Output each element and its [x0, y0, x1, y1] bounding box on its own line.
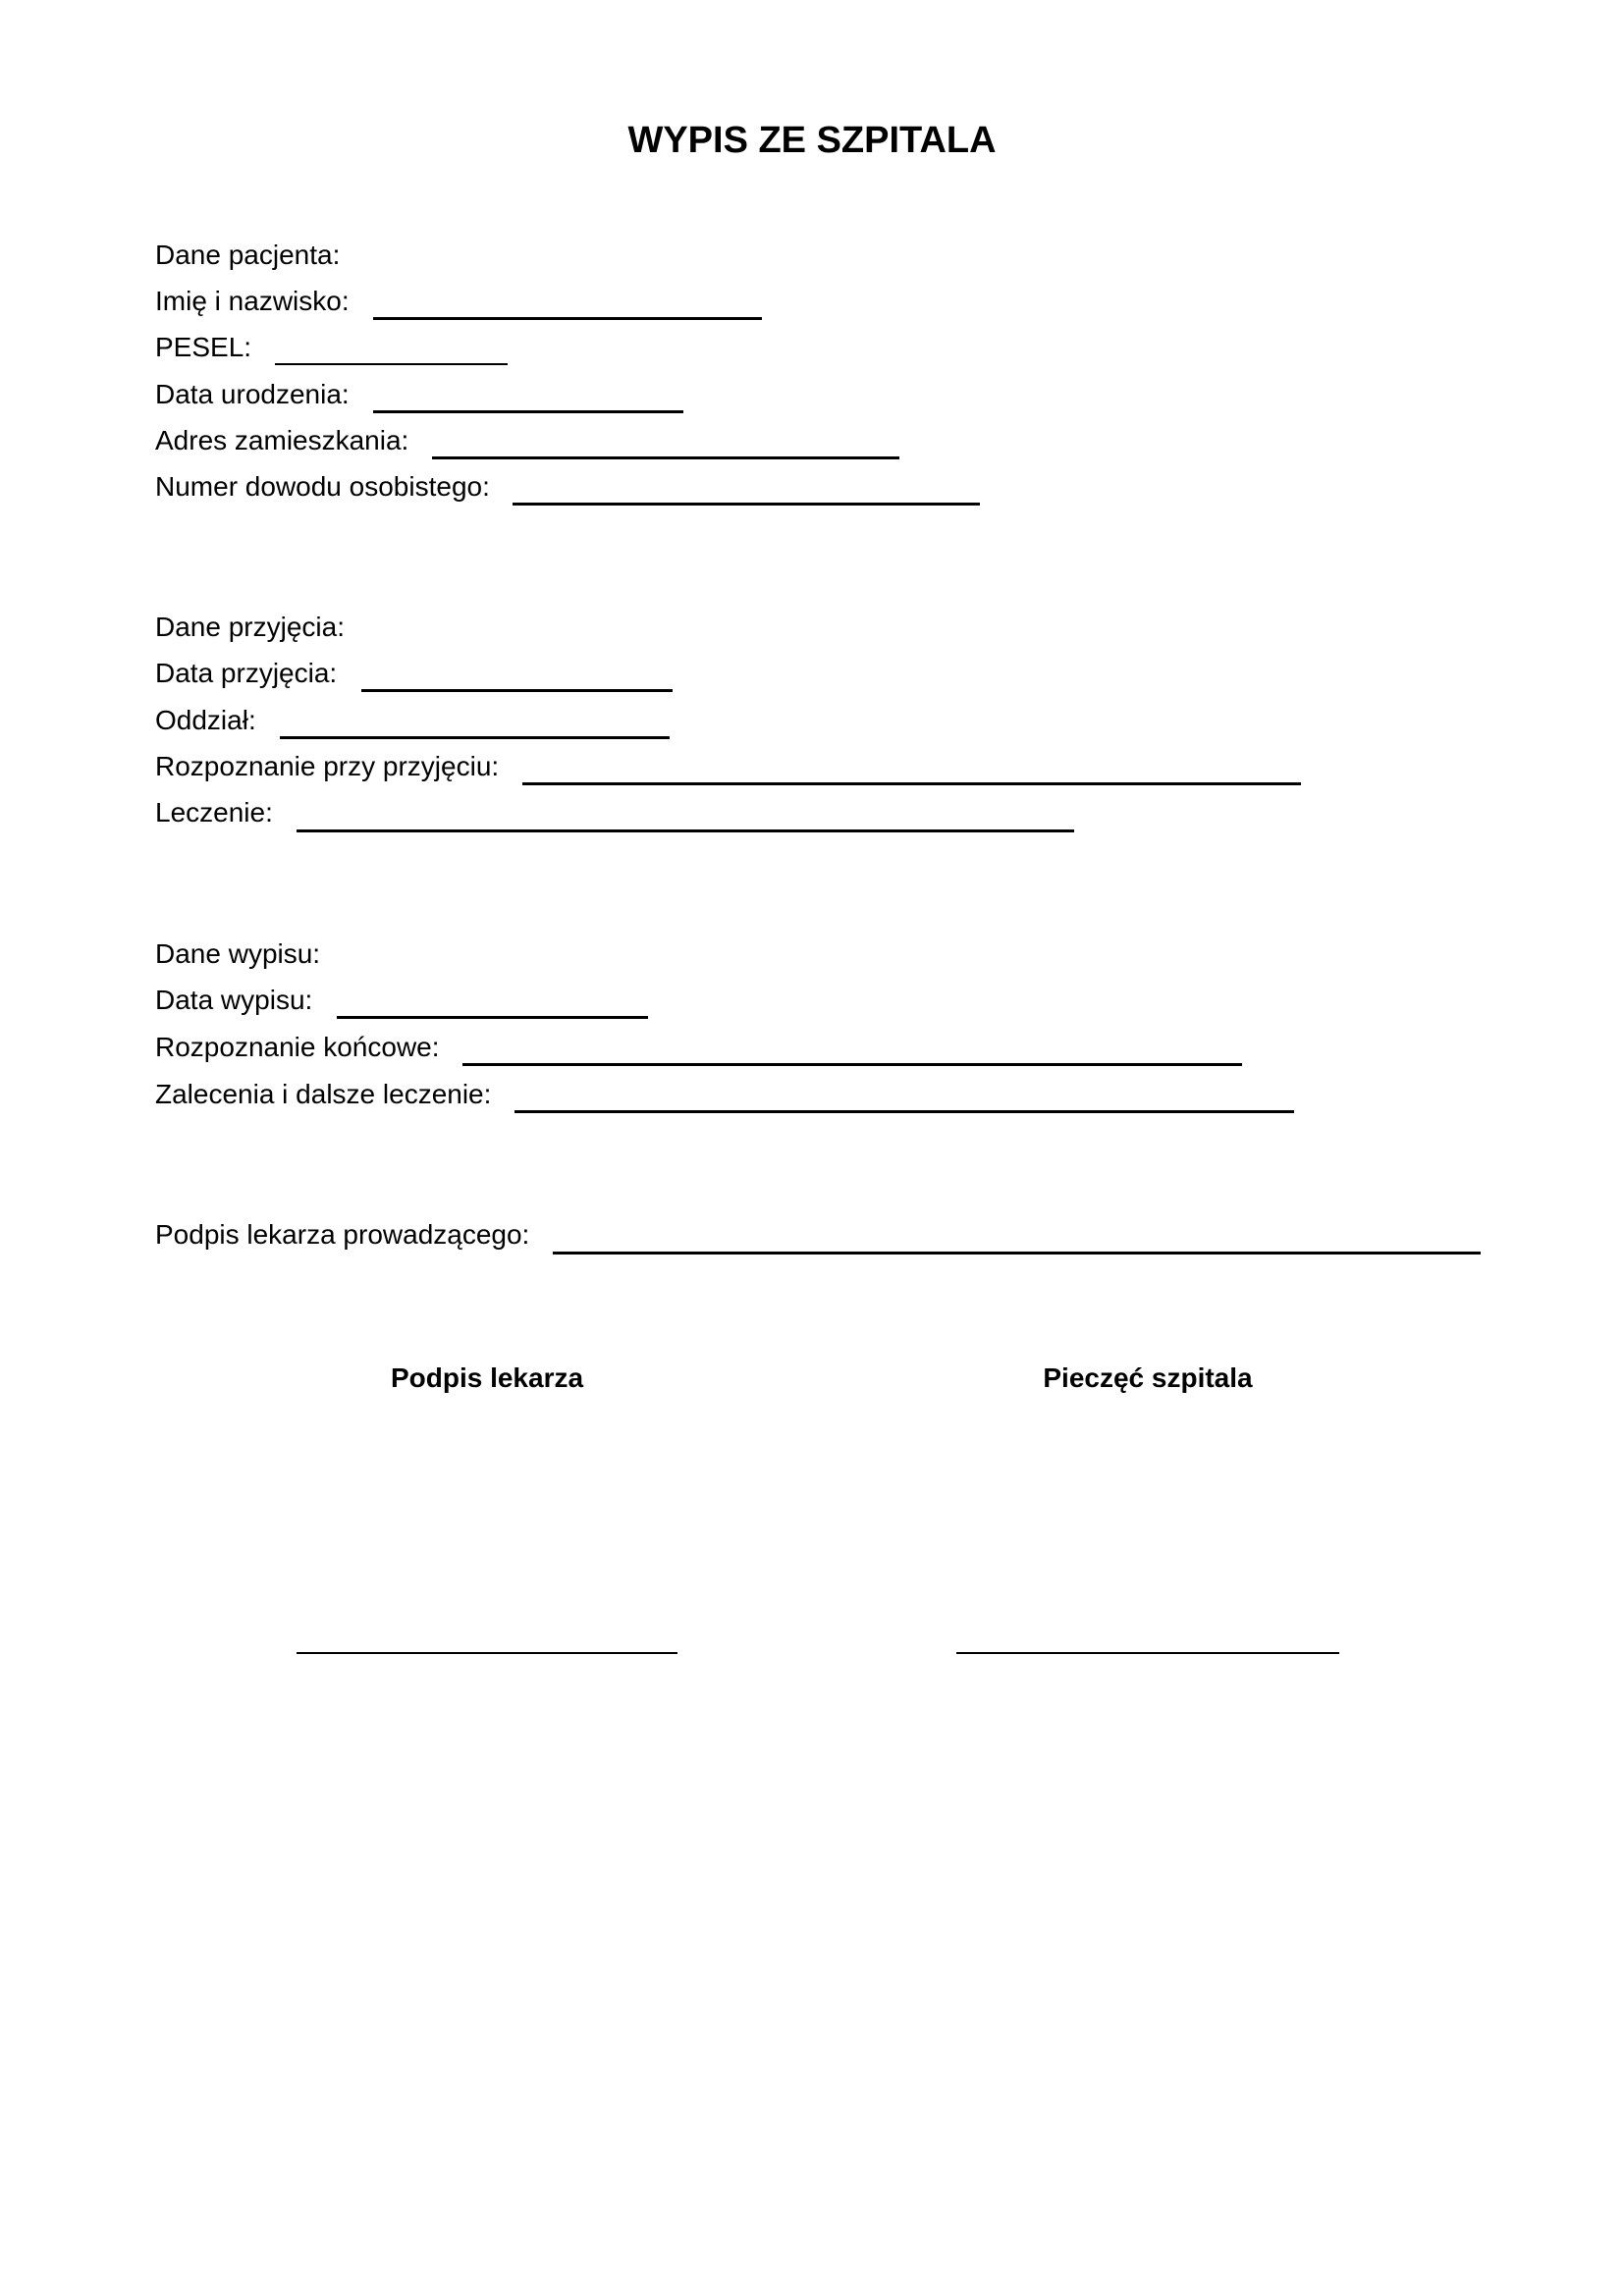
- discharge-date-label: Data wypisu:: [155, 985, 313, 1015]
- patient-section-heading: Dane pacjenta:: [155, 240, 341, 270]
- admission-date-label: Data przyjęcia:: [155, 658, 338, 688]
- final-diagnosis-label: Rozpoznanie końcowe:: [155, 1032, 440, 1062]
- address-label: Adres zamieszkania:: [155, 425, 409, 455]
- document-title: WYPIS ZE SZPITALA: [627, 120, 997, 161]
- birth-date-field[interactable]: [373, 410, 683, 413]
- admission-diagnosis-field[interactable]: [522, 782, 1301, 785]
- pesel-field[interactable]: [275, 363, 508, 365]
- final-diagnosis-field[interactable]: [462, 1063, 1242, 1066]
- discharge-section-heading: Dane wypisu:: [155, 938, 321, 969]
- id-number-label: Numer dowodu osobistego:: [155, 471, 490, 502]
- recommendations-label: Zalecenia i dalsze leczenie:: [155, 1079, 492, 1109]
- admission-section-heading: Dane przyjęcia:: [155, 612, 345, 642]
- name-label: Imię i nazwisko:: [155, 286, 350, 316]
- treatment-field[interactable]: [297, 829, 1074, 832]
- pesel-label: PESEL:: [155, 332, 252, 362]
- doctor-signature-line[interactable]: [297, 1652, 677, 1654]
- admission-date-field[interactable]: [361, 689, 673, 692]
- discharge-date-field[interactable]: [337, 1016, 648, 1019]
- name-field[interactable]: [373, 317, 762, 320]
- treatment-label: Leczenie:: [155, 797, 273, 828]
- ward-label: Oddział:: [155, 705, 256, 735]
- address-field[interactable]: [432, 456, 899, 459]
- ward-field[interactable]: [280, 736, 670, 739]
- attending-signature-label: Podpis lekarza prowadzącego:: [155, 1219, 530, 1250]
- admission-diagnosis-label: Rozpoznanie przy przyjęciu:: [155, 751, 500, 781]
- doctor-signature-caption: Podpis lekarza: [390, 1362, 584, 1393]
- attending-signature-field[interactable]: [553, 1252, 1481, 1255]
- id-number-field[interactable]: [513, 503, 980, 506]
- recommendations-field[interactable]: [514, 1110, 1294, 1113]
- hospital-stamp-line[interactable]: [956, 1652, 1339, 1654]
- birth-date-label: Data urodzenia:: [155, 379, 350, 409]
- hospital-stamp-caption: Pieczęć szpitala: [1043, 1362, 1253, 1393]
